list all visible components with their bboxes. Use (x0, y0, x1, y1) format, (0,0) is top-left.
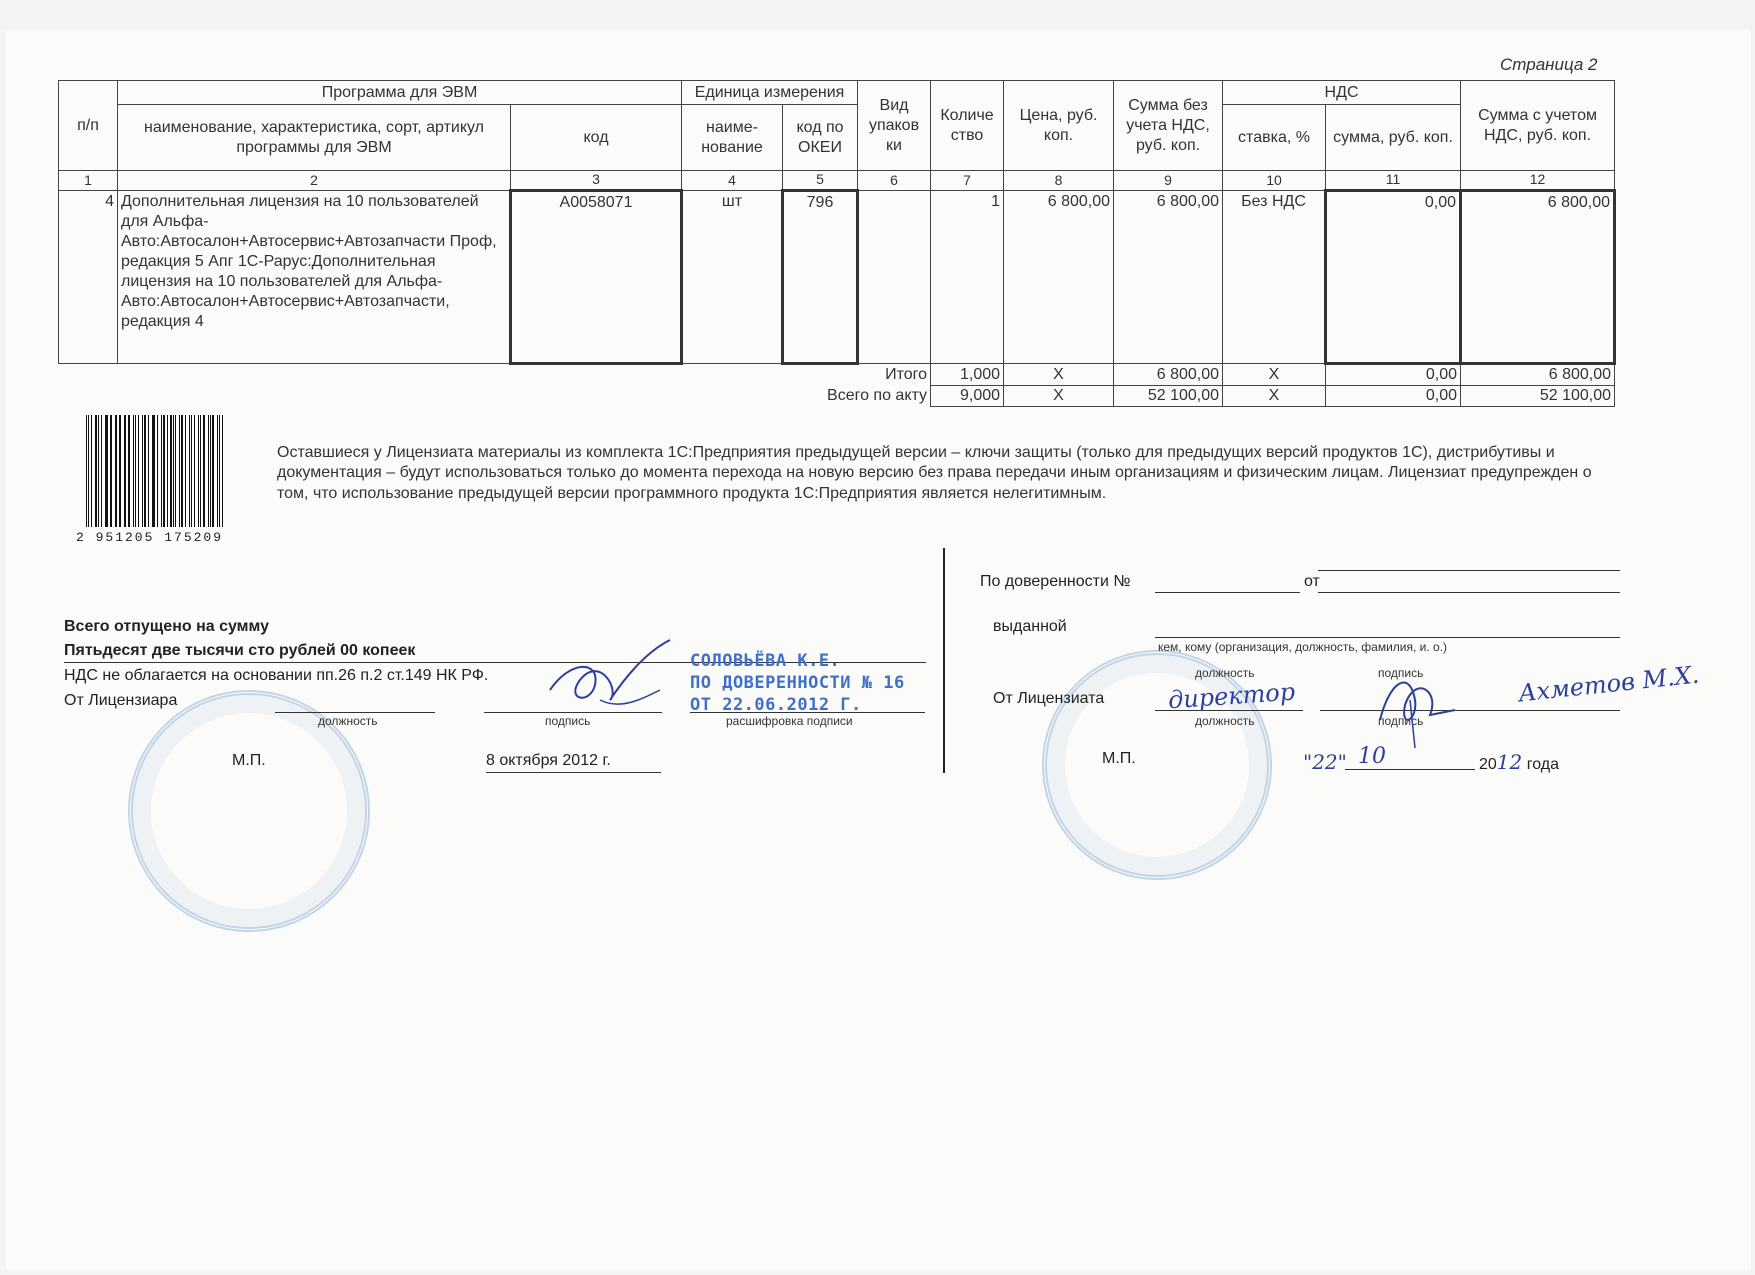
col-number: 7 (931, 171, 1004, 191)
barcode-bar (101, 415, 102, 527)
vat-basis: НДС не облагается на основании пп.26 п.2 ст.149 НК РФ. (64, 667, 489, 684)
header-sum-no-vat: Сумма без учета НДС, руб. коп. (1114, 81, 1223, 171)
barcode-bar (98, 415, 99, 527)
barcode-bar (86, 415, 87, 527)
date-day-handwritten: "22" (1303, 750, 1347, 774)
table-row (59, 191, 1615, 364)
barcode-bar (115, 415, 116, 527)
barcode-bar (106, 415, 107, 527)
from-licensee-label: От Лицензиата (993, 690, 1105, 707)
itogo-vat-rate: X (1223, 364, 1326, 386)
vsego-row (59, 386, 1615, 407)
item-sum-no-vat: 6 800,00 (1114, 191, 1223, 364)
barcode-bar (148, 415, 149, 527)
license-items-table (58, 80, 1616, 407)
barcode-bar (179, 415, 180, 527)
header-unit-name: наиме-нование (682, 105, 783, 171)
licensee-mp: М.П. (1102, 750, 1136, 767)
header-vat-sum: сумма, руб. коп. (1326, 105, 1461, 171)
proxy-from-label: от (1304, 573, 1320, 590)
itogo-total: 6 800,00 (1461, 364, 1615, 386)
item-name: Дополнительная лицензия на 10 пользователей для Альфа-Авто:Автосалон+Автосервис+Автозапчасти Проф, редакция 5 Апг 1С-Рарус:Дополнительная лицензия на 10 пользователей для Альфа-Авто:Автосалон+Автосервис+Автозапчасти, редакция 4 (118, 191, 511, 364)
col-number: 5 (783, 171, 858, 191)
header-pp: п/п (59, 81, 118, 171)
barcode-bar (198, 415, 199, 527)
item-okei: 796 (783, 191, 858, 364)
proxy-stamp (690, 650, 905, 716)
licensor-position-line (275, 712, 435, 713)
licensor-signature (540, 630, 690, 720)
barcode-bar (217, 415, 218, 527)
col-number: 12 (1461, 171, 1615, 191)
item-price: 6 800,00 (1004, 191, 1114, 364)
issued-caption: кем, кому (организация, должность, фамилия, и. о.) (1158, 640, 1448, 654)
header-program: Программа для ЭВМ (118, 81, 682, 105)
licensee-position-handwritten: директор (1167, 677, 1296, 715)
barcode-bar (200, 415, 201, 527)
header-price: Цена, руб. коп. (1004, 81, 1114, 171)
col-number: 3 (511, 171, 682, 191)
licensor-mp: М.П. (232, 752, 266, 769)
barcode-bar (173, 415, 174, 527)
proxy-stamp-line: ОТ 22.06.2012 Г. (690, 695, 862, 716)
col-number: 4 (682, 171, 783, 191)
vsego-vat-rate: X (1223, 386, 1326, 407)
item-unit: шт (682, 191, 783, 364)
itogo-price: X (1004, 364, 1114, 386)
barcode-bar (152, 415, 153, 527)
date-year (1479, 750, 1559, 774)
page-number-label: Страница 2 (1500, 55, 1598, 74)
header-qty: Количе ство (931, 81, 1004, 171)
barcode-bar (189, 415, 190, 527)
item-number: 4 (59, 191, 118, 364)
date-month-line (1345, 769, 1475, 770)
item-vat-sum: 0,00 (1326, 191, 1461, 364)
header-code: код (511, 105, 682, 171)
barcode-bar (88, 415, 89, 527)
vsego-price: X (1004, 386, 1114, 407)
issued-line (1155, 637, 1620, 638)
vsego-label: Всего по акту (827, 387, 928, 404)
proxy-number-line (1155, 592, 1300, 593)
col-number: 10 (1223, 171, 1326, 191)
date-suffix: года (1526, 756, 1559, 773)
licensee-date-day (1303, 750, 1347, 774)
barcode-bar (212, 415, 213, 527)
licensee-signature-line (1320, 710, 1620, 711)
barcode-bar (124, 415, 125, 527)
itogo-vat-sum: 0,00 (1326, 364, 1461, 386)
barcode-bar (194, 415, 195, 527)
header-okei: код по ОКЕИ (783, 105, 858, 171)
barcode-bar (144, 415, 146, 527)
vsego-sum-no-vat: 52 100,00 (1114, 386, 1223, 407)
vsego-total: 52 100,00 (1461, 386, 1615, 407)
item-pack (858, 191, 931, 364)
vsego-vat-sum: 0,00 (1326, 386, 1461, 407)
header-total: Сумма с учетом НДС, руб. коп. (1461, 81, 1615, 171)
barcode-bar (210, 415, 211, 527)
date-month-handwritten: 10 (1358, 744, 1386, 769)
barcode-bar (185, 415, 186, 527)
barcode-bar (222, 415, 223, 527)
issued-label: выданной (993, 618, 1067, 635)
col-number: 1 (59, 171, 118, 191)
barcode-bar (91, 415, 92, 527)
date-year-handwritten: 12 (1496, 750, 1523, 774)
divider-line (943, 548, 945, 773)
barcode-bar (95, 415, 97, 527)
licensee-signature (1370, 660, 1460, 750)
licensor-date: 8 октября 2012 г. (486, 752, 661, 773)
header-vat-rate: ставка, % (1223, 105, 1326, 171)
barcode (86, 415, 226, 527)
date-year-prefix: 20 (1479, 756, 1497, 773)
licensee-signature-caption: подпись (1378, 714, 1424, 728)
col-number: 11 (1326, 171, 1461, 191)
barcode-bar (138, 415, 139, 527)
item-total: 6 800,00 (1461, 191, 1615, 364)
barcode-bar (135, 415, 136, 527)
barcode-bar (191, 415, 192, 527)
header-name: наименование, характеристика, сорт, артикул программы для ЭВМ (118, 105, 511, 171)
itogo-sum-no-vat: 6 800,00 (1114, 364, 1223, 386)
barcode-bar (142, 415, 143, 527)
licensee-position-caption: должность (1195, 714, 1255, 728)
barcode-bar (128, 415, 130, 527)
barcode-bar (208, 415, 209, 527)
license-note: Оставшиеся у Лицензиата материалы из комплекта 1С:Предприятия предыдущей версии – ключи защиты (только для предыдущих версий продуктов 1С), дистрибутивы и документация – будут использоваться только до момента перехода на новую версию без права передачи иным организациям и физическим лицам. Лицензиат предупрежден о том, что использование предыдущей версии программного продукта 1С:Предприятия является нелегитимным. (277, 444, 1592, 502)
barcode-bar (133, 415, 134, 527)
barcode-bar (175, 415, 176, 527)
total-label: Всего отпущено на сумму (64, 618, 270, 635)
barcode-bar (170, 415, 171, 527)
from-licensor-label: От Лицензиара (64, 692, 178, 709)
itogo-label: Итого (885, 365, 928, 383)
barcode-bar (153, 415, 154, 527)
barcode-bar (116, 415, 117, 527)
proxy-from-line-upper (1318, 570, 1620, 571)
barcode-bar (110, 415, 112, 527)
barcode-bar (219, 415, 220, 527)
proxy-stamp-line: ПО ДОВЕРЕННОСТИ № 16 (690, 673, 905, 694)
licensor-signature-caption: подпись (545, 714, 591, 728)
item-vat-rate: Без НДС (1223, 191, 1326, 364)
barcode-bar (157, 415, 158, 527)
barcode-bar (203, 415, 205, 527)
licensee-name-handwritten: Ахметов М.Х. (1517, 660, 1701, 708)
barcode-bar (167, 415, 168, 527)
itogo-row (59, 364, 1615, 386)
licensee-position-caption-top: должность (1195, 666, 1255, 680)
total-in-words: Пятьдесят две тысячи сто рублей 00 копеек (64, 642, 416, 659)
licensor-decoding-caption: расшифровка подписи (726, 714, 853, 728)
barcode-number: 2 951205 175209 (76, 530, 224, 545)
licensee-signature-caption-top: подпись (1378, 666, 1424, 680)
proxy-from-line (1318, 592, 1620, 593)
col-number: 9 (1114, 171, 1223, 191)
proxy-stamp-line: СОЛОВЬЁВА К.Е. (690, 651, 841, 671)
itogo-qty: 1,000 (931, 364, 1004, 386)
vsego-qty: 9,000 (931, 386, 1004, 407)
col-number: 2 (118, 171, 511, 191)
barcode-bar (105, 415, 106, 527)
barcode-bar (161, 415, 162, 527)
header-pack: Вид упаков ки (858, 81, 931, 171)
barcode-bar (119, 415, 120, 527)
barcode-bar (125, 415, 126, 527)
item-qty: 1 (931, 191, 1004, 364)
licensor-position-caption: должность (318, 714, 378, 728)
col-number: 8 (1004, 171, 1114, 191)
col-number: 6 (858, 171, 931, 191)
header-unit: Единица измерения (682, 81, 858, 105)
barcode-bar (163, 415, 165, 527)
item-code: А0058071 (511, 191, 682, 364)
barcode-bar (181, 415, 183, 527)
header-vat: НДС (1223, 81, 1461, 105)
proxy-number-label: По доверенности № (980, 573, 1131, 590)
